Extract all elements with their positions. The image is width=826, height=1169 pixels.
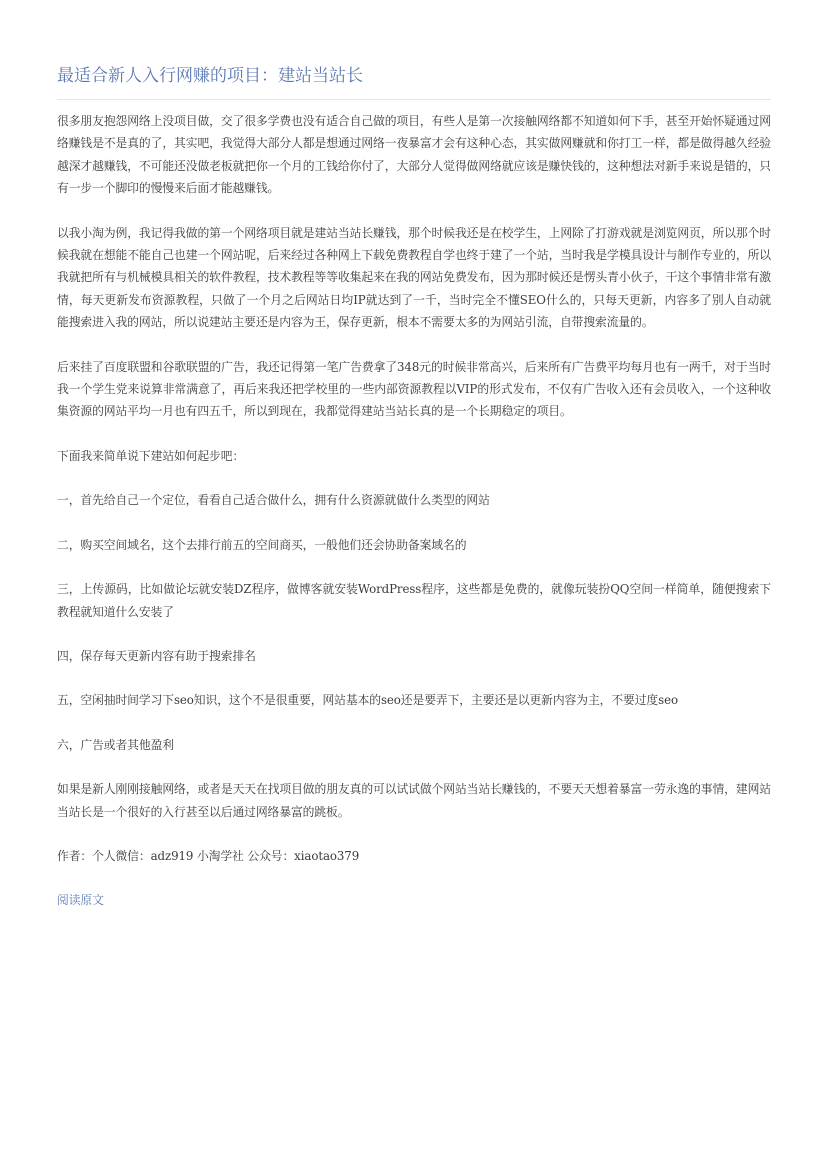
read-original-link[interactable]: 阅读原文 (57, 893, 104, 908)
paragraph-conclusion: 如果是新人刚刚接触网络，或者是天天在找项目做的朋友真的可以试试做个网站当站长赚钱的，不要天天想着暴富一劳永逸的事情，建网站当站长是一个很好的入行甚至以后通过网络暴富的跳板。 (57, 782, 771, 819)
step-five: 五，空闲抽时间学习下seo知识，这个不是很重要，网站基本的seo还是要弄下，主要还是以更新内容为主，不要过度seo (57, 693, 678, 708)
step-two: 二，购买空间域名，这个去排行前五的空间商买，一般他们还会协助备案域名的 (57, 537, 467, 552)
step-six: 六，广告或者其他盈利 (57, 737, 174, 752)
step-three: 三，上传源码，比如做论坛就安装DZ程序，做博客就安装WordPress程序，这些都是免费的，就像玩装扮QQ空间一样简单，随便搜索下教程就知道什么安装了 (57, 582, 771, 619)
step-one: 一，首先给自己一个定位，看看自己适合做什么，拥有什么资源就做什么类型的网站 (57, 493, 490, 508)
paragraph-income: 后来挂了百度联盟和谷歌联盟的广告，我还记得第一笔广告费拿了348元的时候非常高兴，后来所有广告费平均每月也有一两千，对于当时我一个学生党来说算非常满意了，再后来我还把学校里的一些内部资源教程以VIP的形式发布，不仅有广告收入还有会员收入，一个这种收集资源的网站平均一月也有四五千，所以到现在，我都觉得建站当站长真的是一个长期稳定的项目。 (57, 359, 771, 419)
article-body (57, 110, 771, 912)
paragraph-steps-intro: 下面我来简单说下建站如何起步吧： (57, 448, 245, 463)
paragraph-intro: 很多朋友抱怨网络上没项目做，交了很多学费也没有适合自己做的项目，有些人是第一次接触网络都不知道如何下手，甚至开始怀疑通过网络赚钱是不是真的了，其实吧，我觉得大部分人都是想通过网络一夜暴富才会有这种心态，其实做网赚就和你打工一样，都是做得越久经验越深才越赚钱，不可能还没做老板就把你一个月的工钱给你付了，大部分人觉得做网络就应该是赚快钱的，这种想法对新手来说是错的，只有一步一个脚印的慢慢来后面才能越赚钱。 (57, 114, 771, 196)
article-page (57, 62, 771, 912)
step-four: 四，保存每天更新内容有助于搜索排名 (57, 648, 256, 663)
paragraph-example: 以我小淘为例，我记得我做的第一个网络项目就是建站当站长赚钱，那个时候我还是在校学生，上网除了打游戏就是浏览网页，所以那个时候我就在想能不能自己也建一个网站呢，后来经过各种网上下载免费教程自学也终于建了一个站，当时我是学模具设计与制作专业的，所以我就把所有与机械模具相关的软件教程，技术教程等等收集起来在我的网站免费发布，因为那时候还是愣头青小伙子，干这个事情非常有激情，每天更新发布资源教程，只做了一个月之后网站日均IP就达到了一千，当时完全不懂SEO什么的，只每天更新，内容多了别人自动就能搜索进入我的网站，所以说建站主要还是内容为王，保存更新，根本不需要太多的为网站引流，自带搜索流量的。 (57, 225, 771, 330)
article-title: 最适合新人入行网赚的项目：建站当站长 (57, 62, 771, 100)
author-info: 作者：个人微信：adz919 小淘学社 公众号：xiaotao379 (57, 848, 360, 863)
